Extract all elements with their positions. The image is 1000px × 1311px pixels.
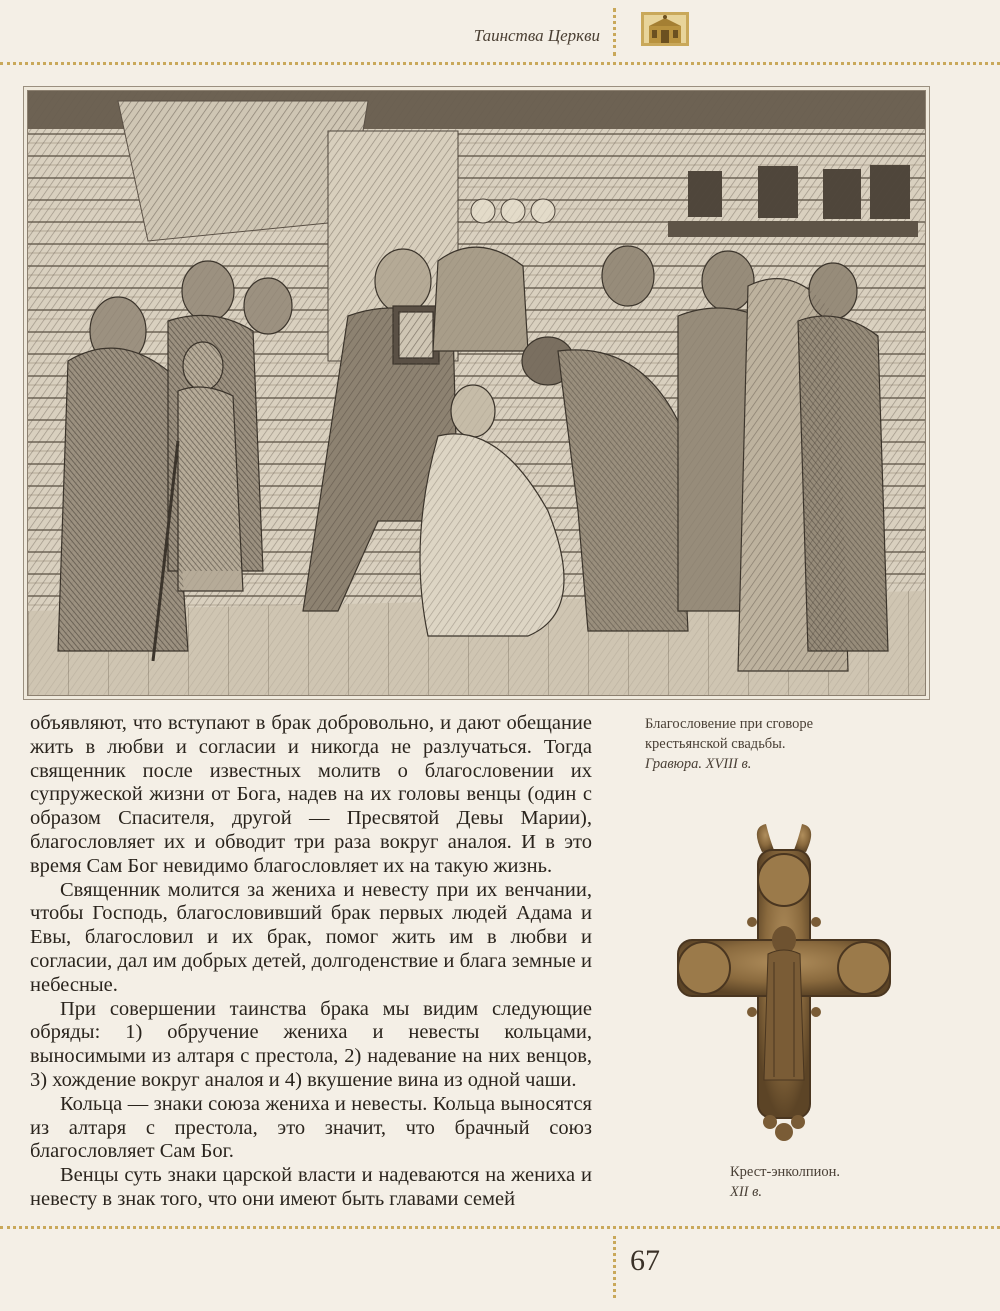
paragraph: При совершении таинства брака мы видим следующие обряды: 1) обручение жениха и невесты кольцами, выносимыми из алтаря с престола, 2) надевание на них венцов, 3) хождение вокруг аналоя и 4) вкушение вина из одной чаши. bbox=[30, 997, 592, 1091]
caption-title: Крест-энколпион. bbox=[730, 1164, 841, 1180]
paragraph: Кольца — знаки союза жениха и невесты. Кольца выносятся из алтаря с престола, это значит, что брачный союз благословляет Сам Бог. bbox=[30, 1092, 592, 1163]
engraving-illustration bbox=[28, 91, 925, 695]
header-divider-horizontal bbox=[0, 62, 1000, 65]
engraving-image bbox=[27, 90, 926, 696]
page-number: 67 bbox=[630, 1244, 660, 1277]
footer-divider-horizontal bbox=[0, 1226, 1000, 1229]
caption-note: Гравюра. XVIII в. bbox=[645, 756, 752, 772]
encolpion-cross-illustration bbox=[670, 822, 898, 1152]
paragraph: Венцы суть знаки царской власти и надеваются на жениха и невесту в знак того, что они имеют быть главами семей bbox=[30, 1164, 592, 1210]
cross-image bbox=[670, 822, 898, 1152]
paragraph: объявляют, что вступают в брак добровольно, и дают обещание жить в любви и согласии и никогда не разлучаться. Тогда священник после известных молитв о благословении их супружеской жизни от Бога, надев на их головы венцы (один с образом Спасителя, другой — Пресвятой Девы Марии), благословляет их и обводит три раза вокруг аналоя. И в это время Сам Бог невидимо благословляет их на такую жизнь. bbox=[30, 712, 592, 877]
footer-divider-vertical bbox=[613, 1236, 616, 1298]
figure-caption-1 bbox=[645, 714, 875, 774]
body-text bbox=[30, 712, 592, 1212]
church-icon bbox=[641, 12, 689, 46]
caption-line: крестьянской свадьбы. bbox=[645, 736, 786, 752]
section-title: Таинства Церкви bbox=[473, 26, 600, 45]
header-divider-vertical bbox=[613, 8, 616, 56]
paragraph: Священник молится за жениха и невесту при их венчании, чтобы Господь, благословивший брак первых людей Адама и Евы, благословил и их брак, помог жить им в любви и согласии, дал им добрых детей, долгоденствие и блага земные и небесные. bbox=[30, 878, 592, 996]
caption-line: Благословение при сговоре bbox=[645, 716, 814, 732]
caption-note: XII в. bbox=[730, 1184, 763, 1200]
figure-caption-2 bbox=[730, 1162, 890, 1202]
